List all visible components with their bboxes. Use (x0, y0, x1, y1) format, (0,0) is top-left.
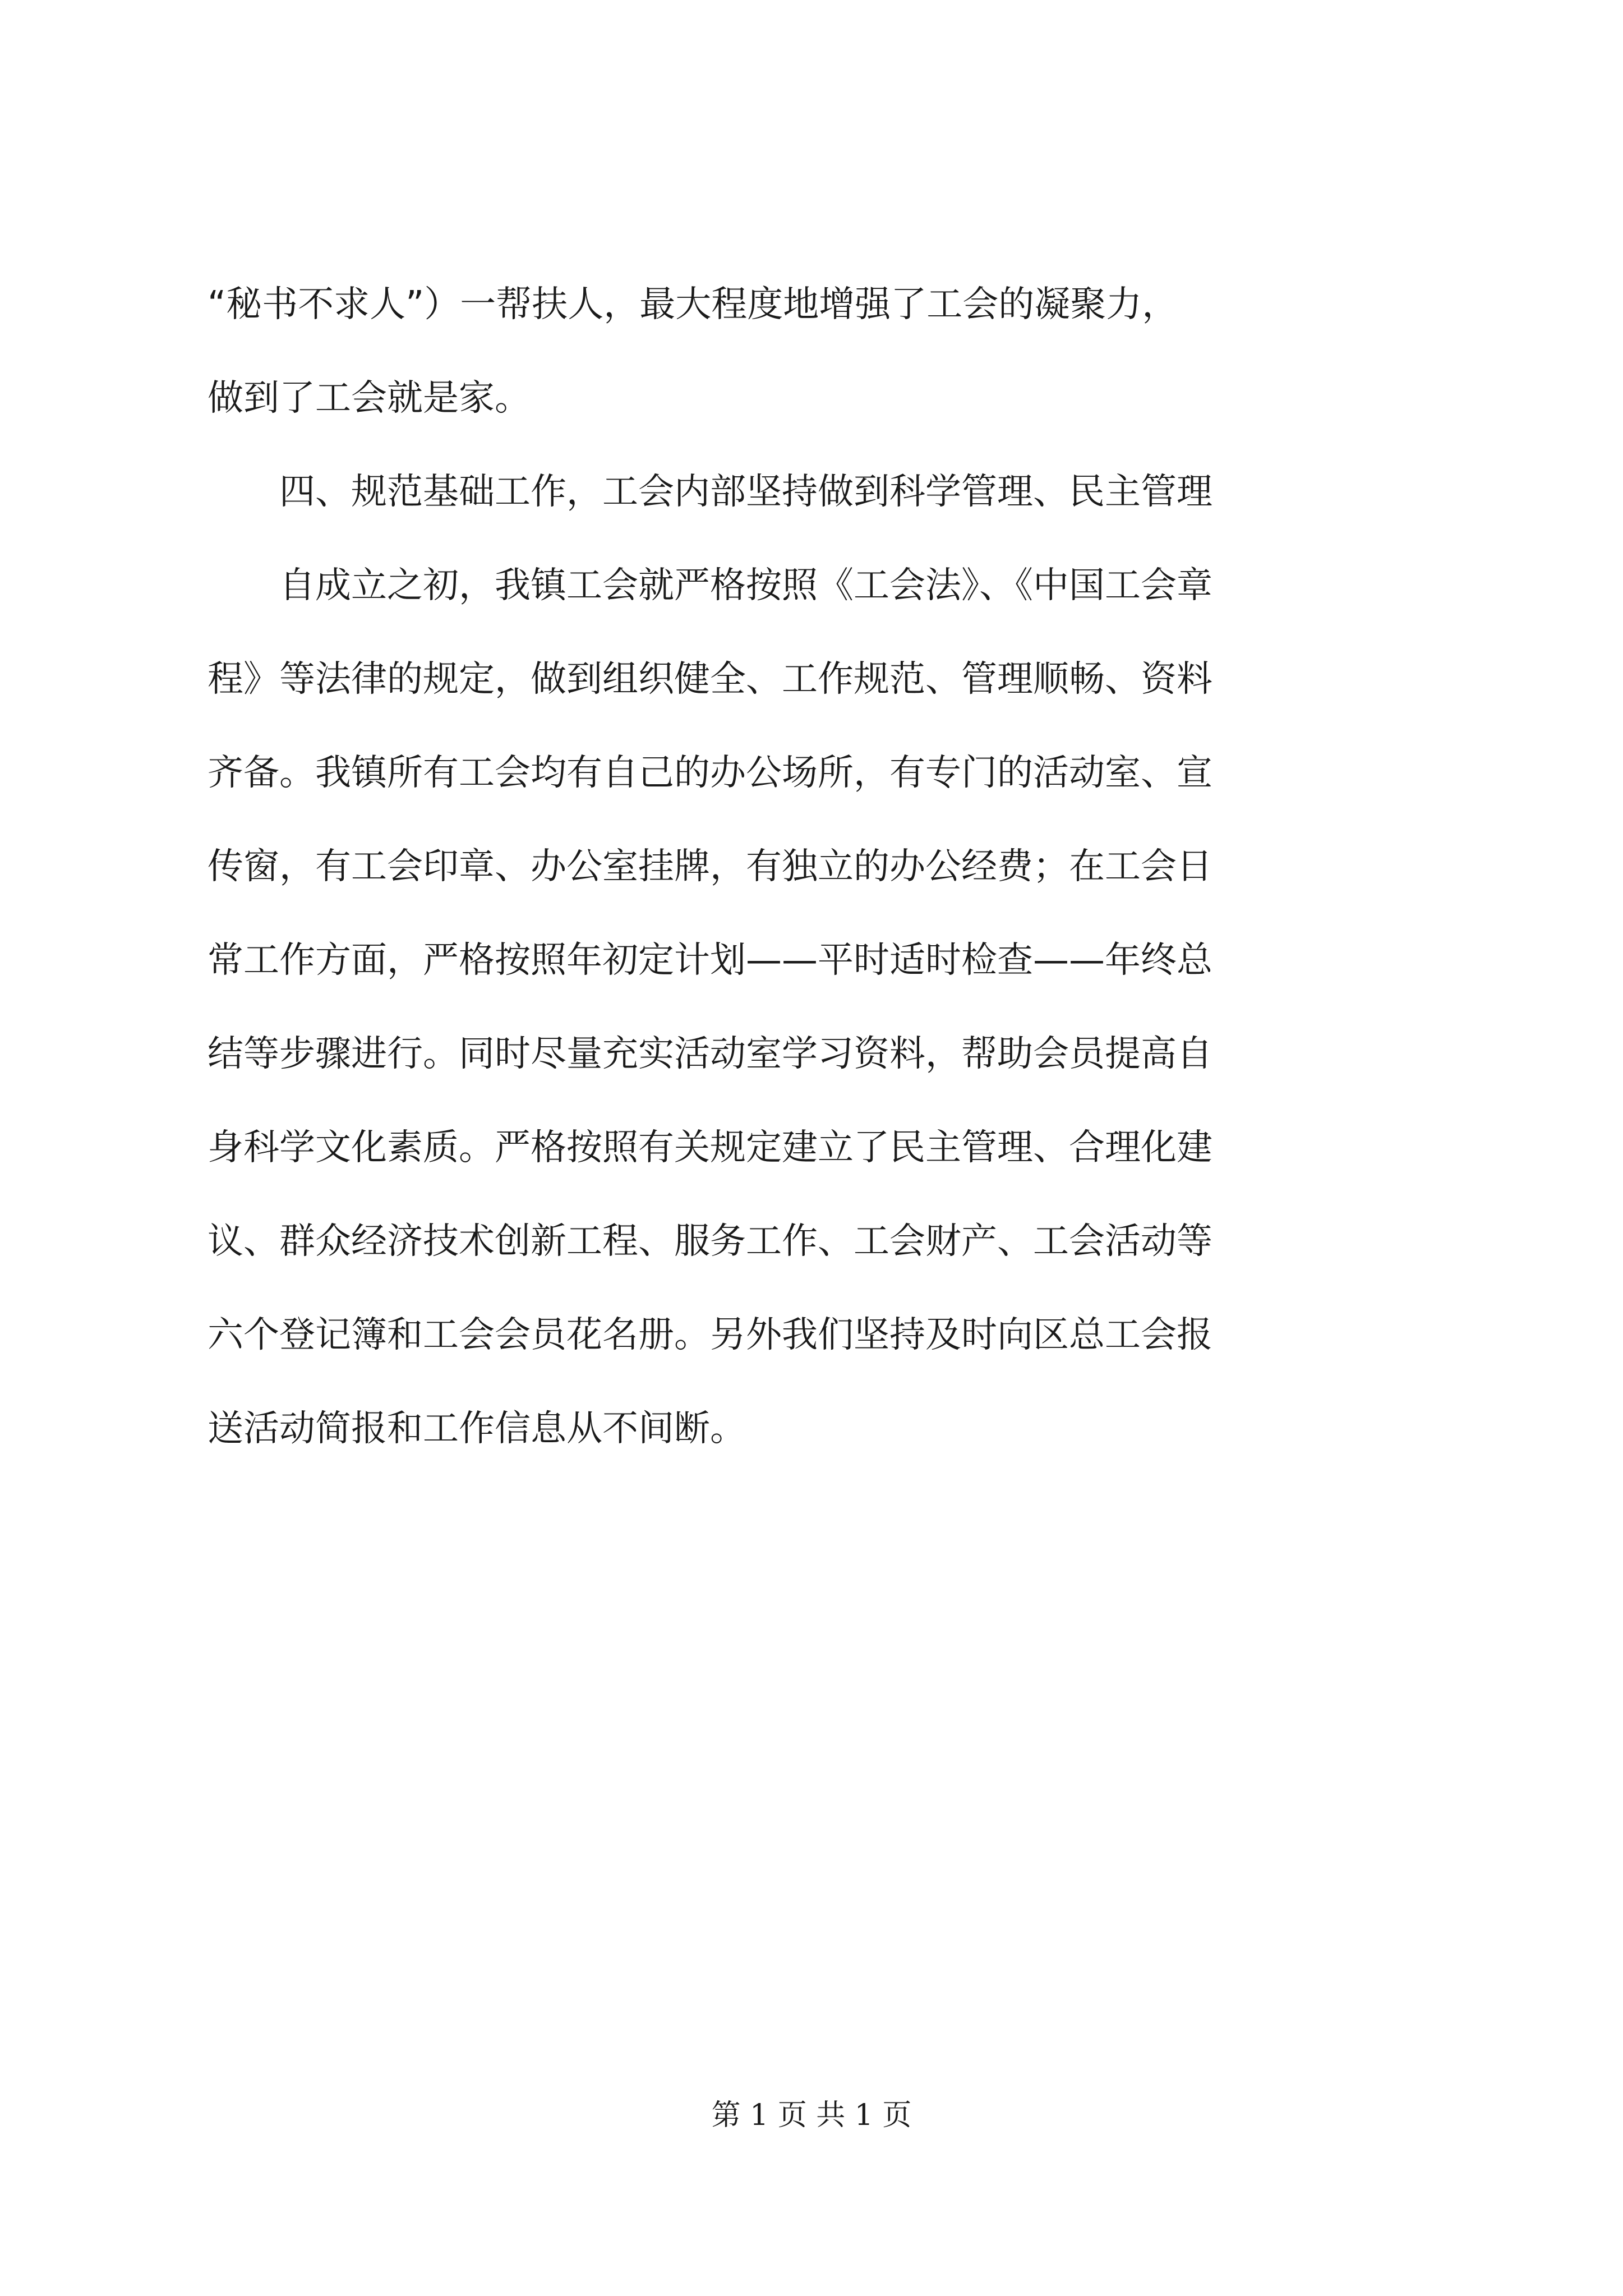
document-body (208, 258, 1419, 1476)
section-heading: 四、规范基础工作，工会内部坚持做到科学管理、民主管理 (208, 471, 1212, 513)
text-line: 议、群众经济技术创新工程、服务工作、工会财产、工会活动等 (208, 1221, 1212, 1262)
text-line: 做到了工会就是家。 (208, 378, 531, 419)
text-line: 身科学文化素质。严格按照有关规定建立了民主管理、合理化建 (208, 1127, 1212, 1168)
page-footer: 第 1 页 共 1 页 (711, 2099, 912, 2132)
text-line: 六个登记簿和工会会员花名册。另外我们坚持及时向区总工会报 (208, 1314, 1212, 1356)
text-line: 常工作方面，严格按照年初定计划——平时适时检查——年终总 (208, 940, 1212, 981)
text-line: 传窗，有工会印章、办公室挂牌，有独立的办公经费；在工会日 (208, 846, 1212, 887)
text-line: 自成立之初，我镇工会就严格按照《工会法》、《中国工会章 (208, 565, 1212, 606)
text-line: “秘书不求人”）一帮扶人，最大程度地增强了工会的凝聚力， (208, 284, 1178, 325)
text-line: 送活动简报和工作信息从不间断。 (208, 1408, 746, 1450)
text-line: 齐备。我镇所有工会均有自己的办公场所，有专门的活动室、宣 (208, 752, 1212, 794)
text-line: 结等步骤进行。同时尽量充实活动室学习资料，帮助会员提高自 (208, 1033, 1212, 1075)
text-line: 程》等法律的规定，做到组织健全、工作规范、管理顺畅、资料 (208, 659, 1212, 700)
